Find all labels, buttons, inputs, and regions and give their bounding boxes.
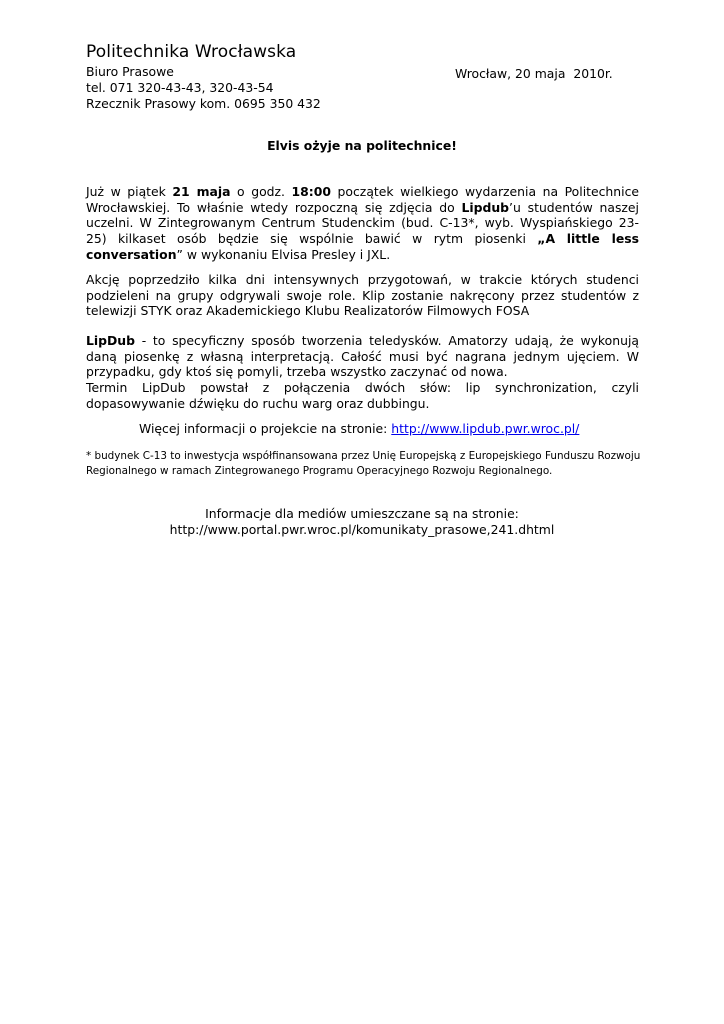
press-office-label: Biuro Prasowe xyxy=(86,64,174,79)
paragraph-lipdub-definition xyxy=(86,333,639,412)
media-info-url: http://www.portal.pwr.wroc.pl/komunikaty_prasowe,241.dhtml xyxy=(169,522,555,537)
headline: Elvis ożyje na politechnice! xyxy=(267,138,457,153)
media-info xyxy=(0,506,724,538)
organization-name: Politechnika Wrocławska xyxy=(86,42,297,62)
event-date: 21 maja xyxy=(172,184,231,199)
paragraph-text: Już w piątek xyxy=(86,184,173,199)
definition-text: - to specyficzny sposób tworzenia teledysków. Amatorzy udają, że wykonują daną piosenkę z własną interpretacją. Całość musi być nagrana jednym ujęciem. W przypadku, gdy ktoś się pomyli, trzeba wszystko zaczynać od nowa. xyxy=(86,333,639,380)
phone-numbers: tel. 071 320-43-43, 320-43-54 xyxy=(86,80,274,95)
paragraph-event-announcement xyxy=(86,184,639,263)
release-date: Wrocław, 20 maja 2010r. xyxy=(455,66,613,81)
event-time: 18:00 xyxy=(291,184,331,199)
paragraph-text: początek wielkiego wydarzenia na Politechnice Wrocławskiej. To właśnie wtedy rozpoczną się zdjęcia do xyxy=(86,184,640,215)
lipdub-term: Lipdub xyxy=(461,199,510,215)
paragraph-preparations xyxy=(86,272,639,319)
more-info-text: Więcej informacji o projekcie na stronie: xyxy=(139,421,392,436)
song-title: „A little less conversation xyxy=(86,231,639,262)
paragraph-text: o godz. xyxy=(230,184,292,199)
media-info-label: Informacje dla mediów umieszczane są na stronie: xyxy=(205,506,519,521)
etymology-text: Termin LipDub powstał z połączenia dwóch słów: lip synchronization, czyli dopasowywanie dźwięku do ruchu warg oraz dubbingu. xyxy=(86,380,639,411)
lipdub-term-heading: LipDub xyxy=(86,333,135,348)
more-info-line xyxy=(139,421,579,437)
paragraph-text: ’u studentów naszej uczelni. W Zintegrowanym Centrum Studenckim (bud. C-13*, wyb. Wyspiańskiego 23-25) kilkaset osób będzie się wspólnie bawić w rytm piosenki xyxy=(86,199,639,247)
project-link[interactable]: http://www.lipdub.pwr.wroc.pl/ xyxy=(391,421,580,436)
spokesperson-contact: Rzecznik Prasowy kom. 0695 350 432 xyxy=(86,96,321,111)
footnote: * budynek C-13 to inwestycja współfinansowana przez Unię Europejską z Europejskiego Funduszu Rozwoju Regionalnego w ramach Zintegrowanego Programu Operacyjnego Rozwoju Regionalnego. xyxy=(86,450,641,477)
letterhead xyxy=(86,40,646,112)
paragraph-text: Akcję poprzedziło kilka dni intensywnych przygotowań, w trakcie których studenci podzieleni na grupy odgrywali swoje role. Klip zostanie nakręcony przez studentów z telewizji STYK oraz Akademickiego Klubu Realizatorów Filmowych FOSA xyxy=(86,272,639,319)
paragraph-text: ” w wykonaniu Elvisa Presley i JXL. xyxy=(176,246,391,262)
